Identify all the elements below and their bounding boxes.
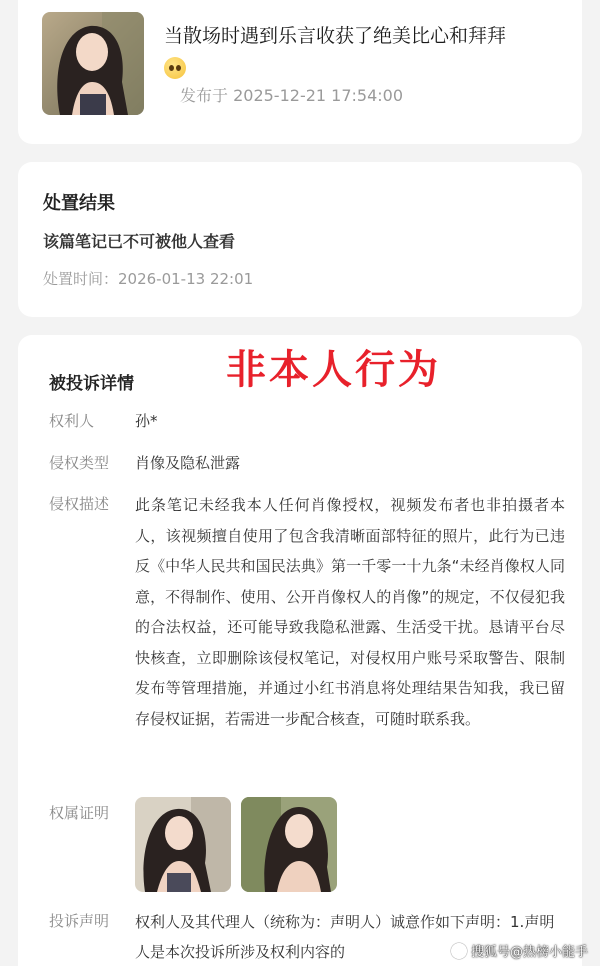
proof-image-1[interactable] [135, 797, 231, 892]
result-text: 该篇笔记已不可被他人查看 [43, 232, 236, 251]
proof-image-2[interactable] [241, 797, 337, 892]
statement-label: 投诉声明 [49, 912, 110, 930]
details-heading: 被投诉详情 [49, 374, 134, 394]
infringement-type-value: 肖像及隐私泄露 [135, 454, 241, 472]
description-value: 此条笔记未经我本人任何肖像授权，视频发布者也非拍摄者本人，该视频擅自使用了包含我清晰面部特征的照片，此行为已违反《中华人民共和国民法典》第一千零一十九条“未经肖像权人同意，不得制作、使用、公开肖像权人的肖像”的规定，不仅侵犯我的合法权益，还可能导致我隐私泄露、生活受干扰。恳请平台尽快核查，立即删除该侵权笔记，对侵权用户账号采取警告、限制发布等管理措施，并通过小红书消息将处理结果告知我，我已留存侵权证据，若需进一步配合核查，可随时联系我。 [135, 496, 565, 728]
watermark [451, 941, 588, 960]
overlay-annotation: 非本人行为 [226, 347, 441, 393]
result-time: 处置时间：2026-01-13 22:01 [43, 270, 254, 288]
rights-holder-value: 孙* [135, 412, 158, 430]
infringement-type-label: 侵权类型 [49, 454, 110, 472]
rights-holder-label: 权利人 [49, 412, 95, 430]
result-card [18, 162, 582, 317]
sohu-logo-icon [451, 943, 467, 959]
note-publish-date: 发布于 2025-12-21 17:54:00 [180, 86, 404, 105]
note-card[interactable] [18, 0, 582, 144]
note-title [164, 20, 564, 86]
proof-label: 权属证明 [49, 804, 110, 822]
note-thumbnail[interactable] [42, 12, 144, 115]
complaint-details-card [18, 335, 582, 966]
description-label: 侵权描述 [49, 495, 110, 513]
pleading-face-emoji-icon [164, 57, 186, 79]
statement-value: 权利人及其代理人（统称为：声明人）诚意作如下声明：1.声明人是本次投诉所涉及权利内容的 [135, 913, 555, 961]
result-heading: 处置结果 [43, 193, 115, 214]
note-title-text: 当散场时遇到乐言收获了绝美比心和拜拜 [164, 25, 507, 47]
watermark-text: 搜狐号@热榜小能手 [470, 945, 588, 960]
